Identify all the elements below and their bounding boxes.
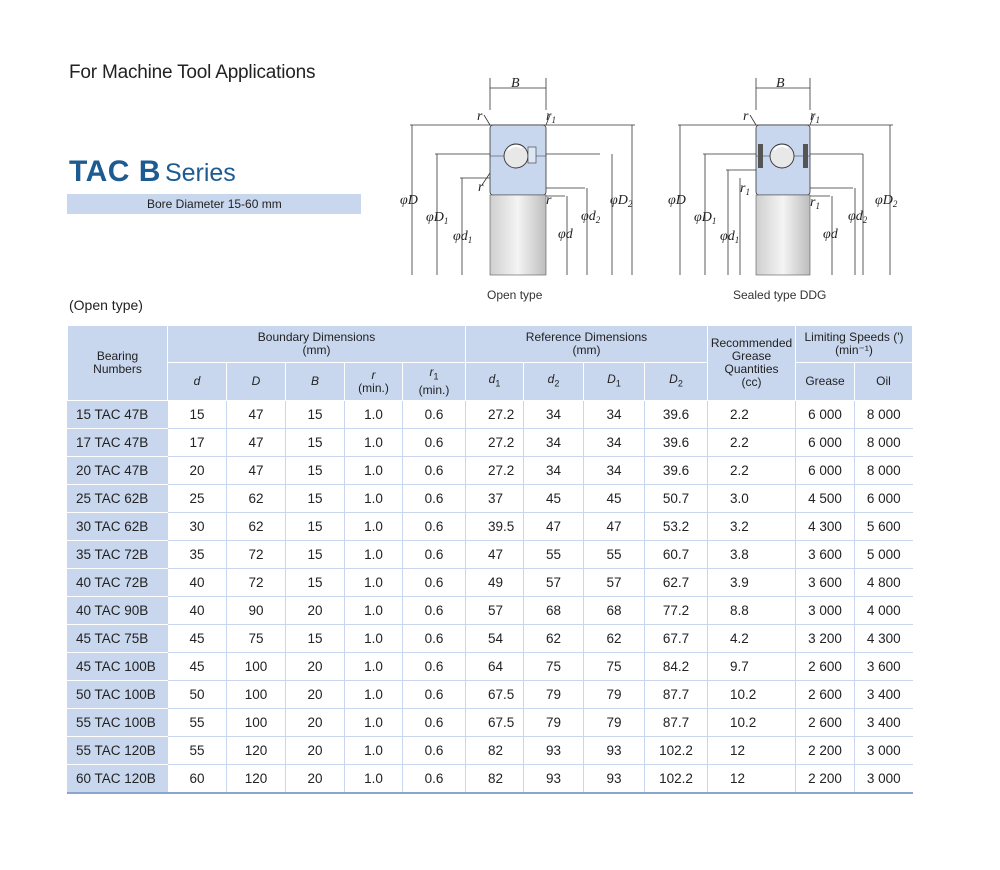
r-value: 1.0 [345,597,403,625]
outer-diameter-value: 120 [227,765,286,794]
grease-quantity-value: 12 [708,737,796,765]
D2-value: 39.6 [645,457,708,485]
table-row [68,485,913,513]
d1-value: 64 [466,653,524,681]
table-row [68,765,913,794]
oil-speed-value: 4 000 [855,597,913,625]
header-bearing-numbers: Bearing Numbers [68,326,168,401]
r-value: 1.0 [345,709,403,737]
d1-value: 37 [466,485,524,513]
D2-value: 102.2 [645,765,708,794]
table-row [68,457,913,485]
open-label-r1: $r_1$ [546,109,556,125]
bearing-number: 55 TAC 100B [68,709,168,737]
col-D1: $D_1$ [584,363,645,401]
r1-value: 0.6 [403,429,466,457]
grease-speed-value: 2 600 [796,653,855,681]
width-value: 20 [286,737,345,765]
d2-value: 47 [524,513,584,541]
r-value: 1.0 [345,569,403,597]
outer-diameter-value: 100 [227,653,286,681]
d-value: 55 [168,709,227,737]
d2-value: 34 [524,401,584,429]
width-value: 20 [286,653,345,681]
oil-speed-value: 4 300 [855,625,913,653]
col-d: d [168,363,227,401]
open-label-r: r [477,109,483,124]
d2-value: 93 [524,765,584,794]
sealed-label-r1-right: $r_1$ [810,195,820,211]
D1-value: 68 [584,597,645,625]
col-d2: $d_2$ [524,363,584,401]
width-value: 20 [286,709,345,737]
oil-speed-value: 5 000 [855,541,913,569]
r1-value: 0.6 [403,513,466,541]
r-value: 1.0 [345,765,403,794]
r1-value: 0.6 [403,737,466,765]
r-value: 1.0 [345,541,403,569]
table-row [68,737,913,765]
outer-diameter-value: 47 [227,401,286,429]
col-r: r (min.) [345,363,403,401]
D1-value: 93 [584,737,645,765]
series-word: Series [164,159,236,187]
open-type-drawing [400,70,650,280]
bearing-number: 45 TAC 100B [68,653,168,681]
outer-diameter-value: 90 [227,597,286,625]
D1-value: 45 [584,485,645,513]
r1-value: 0.6 [403,569,466,597]
d1-value: 39.5 [466,513,524,541]
sealed-label-d2: $\varphi d_2$ [848,209,868,225]
grease-quantity-value: 10.2 [708,709,796,737]
table-row [68,597,913,625]
table-row [68,401,913,429]
oil-speed-value: 3 000 [855,737,913,765]
grease-speed-value: 3 200 [796,625,855,653]
page-heading: For Machine Tool Applications [69,62,316,83]
d1-value: 27.2 [466,401,524,429]
r-value: 1.0 [345,457,403,485]
header-recommended-grease: Recommended Grease Quantities (cc) [708,326,796,401]
grease-speed-value: 2 600 [796,681,855,709]
oil-speed-value: 3 000 [855,765,913,794]
bearing-number: 40 TAC 72B [68,569,168,597]
D1-value: 79 [584,681,645,709]
header-reference-dimensions: Reference Dimensions (mm) [466,326,708,363]
series-code: TAC B [69,155,161,188]
d2-value: 57 [524,569,584,597]
open-label-d: φd [558,227,573,242]
outer-diameter-value: 62 [227,485,286,513]
oil-speed-value: 8 000 [855,429,913,457]
D2-value: 39.6 [645,429,708,457]
table-row [68,429,913,457]
r-value: 1.0 [345,513,403,541]
col-D: D [227,363,286,401]
d-value: 45 [168,653,227,681]
bearing-number: 50 TAC 100B [68,681,168,709]
grease-quantity-value: 8.8 [708,597,796,625]
open-label-d1: $\varphi d_1$ [453,229,473,245]
d1-value: 54 [466,625,524,653]
width-value: 15 [286,485,345,513]
grease-speed-value: 2 600 [796,709,855,737]
outer-diameter-value: 100 [227,709,286,737]
width-value: 15 [286,401,345,429]
grease-speed-value: 4 300 [796,513,855,541]
open-label-D1: $\varphi D_1$ [426,210,449,226]
r-value: 1.0 [345,653,403,681]
grease-speed-value: 6 000 [796,401,855,429]
grease-quantity-value: 3.0 [708,485,796,513]
bearing-spec-table [67,325,913,794]
r-value: 1.0 [345,429,403,457]
d-value: 15 [168,401,227,429]
r-value: 1.0 [345,401,403,429]
r1-value: 0.6 [403,765,466,794]
col-r1: $r_1$ (min.) [403,363,466,401]
D2-value: 87.7 [645,681,708,709]
d-value: 40 [168,597,227,625]
d1-value: 57 [466,597,524,625]
D1-value: 75 [584,653,645,681]
oil-speed-value: 8 000 [855,401,913,429]
d2-value: 68 [524,597,584,625]
r-value: 1.0 [345,485,403,513]
d1-value: 82 [466,765,524,794]
grease-quantity-value: 12 [708,765,796,794]
sealed-label-r1-inner: $r_1$ [740,181,750,197]
d-value: 25 [168,485,227,513]
header-limiting-speeds: Limiting Speeds (') (min⁻¹) [796,326,913,363]
d2-value: 93 [524,737,584,765]
D1-value: 34 [584,401,645,429]
grease-speed-value: 3 600 [796,541,855,569]
D2-value: 50.7 [645,485,708,513]
width-value: 20 [286,681,345,709]
grease-quantity-value: 2.2 [708,457,796,485]
grease-quantity-value: 2.2 [708,429,796,457]
open-type-label: (Open type) [69,297,143,313]
outer-diameter-value: 120 [227,737,286,765]
series-title [69,155,236,189]
width-value: 20 [286,765,345,794]
sealed-type-drawing [668,70,918,280]
d-value: 17 [168,429,227,457]
D1-value: 47 [584,513,645,541]
d2-value: 34 [524,429,584,457]
d-value: 45 [168,625,227,653]
d1-value: 67.5 [466,709,524,737]
sealed-label-D2: $\varphi D_2$ [875,193,898,209]
oil-speed-value: 3 400 [855,709,913,737]
grease-speed-value: 6 000 [796,429,855,457]
D2-value: 87.7 [645,709,708,737]
outer-diameter-value: 72 [227,569,286,597]
d1-value: 27.2 [466,457,524,485]
col-B: B [286,363,345,401]
open-label-D2: $\varphi D_2$ [610,193,633,209]
d-value: 60 [168,765,227,794]
D2-value: 62.7 [645,569,708,597]
grease-quantity-value: 10.2 [708,681,796,709]
open-label-r-right: r [546,193,552,208]
grease-speed-value: 6 000 [796,457,855,485]
bearing-number: 55 TAC 120B [68,737,168,765]
sealed-label-r: r [743,109,749,124]
bearing-number: 15 TAC 47B [68,401,168,429]
grease-quantity-value: 3.9 [708,569,796,597]
open-label-B: B [511,76,520,91]
width-value: 15 [286,569,345,597]
bearing-number: 45 TAC 75B [68,625,168,653]
oil-speed-value: 4 800 [855,569,913,597]
d2-value: 45 [524,485,584,513]
sealed-label-D1: $\varphi D_1$ [694,210,717,226]
d2-value: 79 [524,709,584,737]
table-row [68,513,913,541]
sealed-label-B: B [776,76,785,91]
D1-value: 62 [584,625,645,653]
d-value: 40 [168,569,227,597]
grease-speed-value: 3 600 [796,569,855,597]
grease-quantity-value: 4.2 [708,625,796,653]
bearing-number: 35 TAC 72B [68,541,168,569]
table-row [68,653,913,681]
r1-value: 0.6 [403,709,466,737]
D2-value: 102.2 [645,737,708,765]
d1-value: 67.5 [466,681,524,709]
r1-value: 0.6 [403,401,466,429]
d1-value: 82 [466,737,524,765]
grease-quantity-value: 3.8 [708,541,796,569]
width-value: 15 [286,429,345,457]
outer-diameter-value: 47 [227,429,286,457]
oil-speed-value: 3 600 [855,653,913,681]
width-value: 15 [286,541,345,569]
D2-value: 60.7 [645,541,708,569]
D1-value: 93 [584,765,645,794]
r1-value: 0.6 [403,653,466,681]
d2-value: 34 [524,457,584,485]
col-oil-speed: Oil [855,363,913,401]
outer-diameter-value: 75 [227,625,286,653]
grease-quantity-value: 9.7 [708,653,796,681]
sealed-label-r1: $r_1$ [810,109,820,125]
d2-value: 79 [524,681,584,709]
d1-value: 27.2 [466,429,524,457]
bore-diameter-banner: Bore Diameter 15-60 mm [67,194,361,214]
table-row [68,625,913,653]
d-value: 55 [168,737,227,765]
grease-speed-value: 2 200 [796,765,855,794]
sealed-type-caption: Sealed type DDG [733,288,827,302]
grease-speed-value: 3 000 [796,597,855,625]
grease-speed-value: 2 200 [796,737,855,765]
d2-value: 62 [524,625,584,653]
r1-value: 0.6 [403,457,466,485]
d2-value: 55 [524,541,584,569]
grease-speed-value: 4 500 [796,485,855,513]
bearing-number: 25 TAC 62B [68,485,168,513]
D1-value: 34 [584,429,645,457]
d1-value: 47 [466,541,524,569]
outer-diameter-value: 100 [227,681,286,709]
grease-quantity-value: 2.2 [708,401,796,429]
D1-value: 57 [584,569,645,597]
header-boundary-dimensions: Boundary Dimensions (mm) [168,326,466,363]
D2-value: 53.2 [645,513,708,541]
r1-value: 0.6 [403,625,466,653]
table-row [68,681,913,709]
d-value: 35 [168,541,227,569]
D2-value: 39.6 [645,401,708,429]
bearing-number: 60 TAC 120B [68,765,168,794]
D1-value: 55 [584,541,645,569]
width-value: 15 [286,457,345,485]
col-d1: $d_1$ [466,363,524,401]
r1-value: 0.6 [403,597,466,625]
oil-speed-value: 8 000 [855,457,913,485]
open-label-r-inner: r [478,180,484,195]
d-value: 30 [168,513,227,541]
d2-value: 75 [524,653,584,681]
open-label-d2: $\varphi d_2$ [581,209,601,225]
oil-speed-value: 3 400 [855,681,913,709]
r1-value: 0.6 [403,485,466,513]
sealed-label-d1: $\varphi d_1$ [720,229,740,245]
oil-speed-value: 5 600 [855,513,913,541]
width-value: 15 [286,513,345,541]
table-row [68,569,913,597]
open-type-caption: Open type [487,288,543,302]
sealed-label-d: φd [823,227,838,242]
bearing-number: 17 TAC 47B [68,429,168,457]
outer-diameter-value: 62 [227,513,286,541]
outer-diameter-value: 47 [227,457,286,485]
bearing-number: 40 TAC 90B [68,597,168,625]
r1-value: 0.6 [403,541,466,569]
col-grease-speed: Grease [796,363,855,401]
D1-value: 79 [584,709,645,737]
width-value: 15 [286,625,345,653]
outer-diameter-value: 72 [227,541,286,569]
r1-value: 0.6 [403,681,466,709]
r-value: 1.0 [345,681,403,709]
bearing-number: 20 TAC 47B [68,457,168,485]
col-D2: $D_2$ [645,363,708,401]
d1-value: 49 [466,569,524,597]
D2-value: 77.2 [645,597,708,625]
D2-value: 84.2 [645,653,708,681]
D2-value: 67.7 [645,625,708,653]
open-label-D: φD [400,193,418,208]
sealed-label-D: φD [668,193,686,208]
r-value: 1.0 [345,625,403,653]
table-row [68,709,913,737]
d-value: 20 [168,457,227,485]
table-row [68,541,913,569]
D1-value: 34 [584,457,645,485]
bearing-number: 30 TAC 62B [68,513,168,541]
d-value: 50 [168,681,227,709]
oil-speed-value: 6 000 [855,485,913,513]
grease-quantity-value: 3.2 [708,513,796,541]
width-value: 20 [286,597,345,625]
r-value: 1.0 [345,737,403,765]
